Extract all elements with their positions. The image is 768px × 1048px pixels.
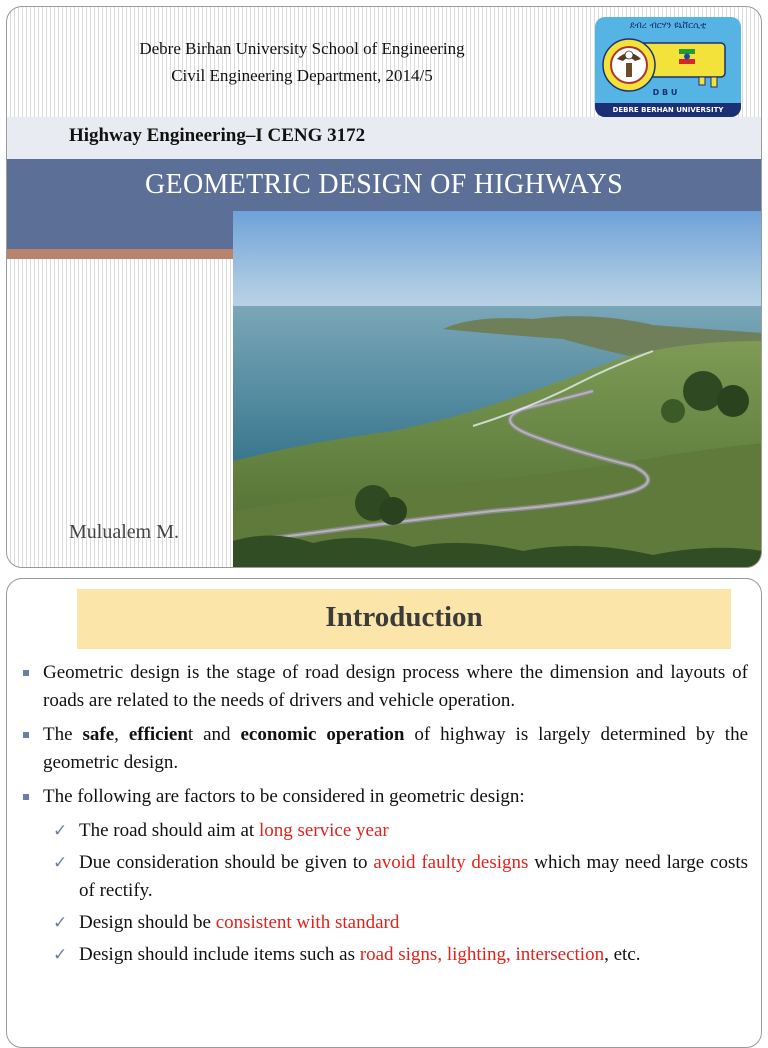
course-title-strip [7,117,761,159]
sub-bullet-item [23,909,748,937]
highlighted-text: long service year [258,820,389,841]
sub-bullet-item [23,941,748,969]
author-name: Mulualem M. [69,521,179,543]
bold-term-safe: safe [82,724,115,745]
introduction-slide [6,578,762,1048]
highlighted-text: consistent with standard [215,912,400,933]
sub-bullet-item [23,817,748,845]
bullet-text: The following are factors to be considered in geometric design: [43,786,525,807]
logo-script-text: ደብረ ብርሃን ዩኒቨርሲቲ [629,21,707,31]
sub-bullet-text: Design should be [79,912,216,933]
bullet-text: The [43,724,83,745]
checkmark-icon: ✓ [53,853,68,873]
course-title: Highway Engineering–I CENG 3172 [69,125,366,146]
checkmark-icon: ✓ [53,913,68,933]
checkmark-icon: ✓ [53,821,68,841]
checkmark-icon: ✓ [53,945,68,965]
bullet-text: of highway is largely determined by the geometric design. [43,724,749,773]
logo-caption: DEBRE BERHAN UNIVERSITY [595,103,741,117]
department-line: Civil Engineering Department, 2014/5 [171,66,433,85]
university-line-1: Debre Birhan University School of Engineering [139,39,465,58]
university-logo [595,17,741,117]
logo-emblem-icon [595,29,741,103]
bullet-text: t and [187,724,241,745]
slide-title-bar [77,589,731,649]
bold-term-economic: economic operation [240,724,405,745]
title-slide [6,6,762,568]
presentation-title: GEOMETRIC DESIGN OF HIGHWAYS [145,169,623,200]
sub-bullet-text: The road should aim at [79,820,259,841]
sub-bullet-text: Design should include items such as [79,944,360,965]
bullet-item [23,659,748,715]
sub-bullet-text: , etc. [604,944,641,965]
highlighted-text: road signs, lighting, intersection [359,944,605,965]
coastal-road-photo [233,211,762,568]
sub-bullet-item [23,849,748,905]
bold-term-efficient: efficien [128,724,188,745]
bullet-list [23,659,748,973]
sub-bullet-text: Due consideration should be given to [79,852,374,873]
bullet-item [23,783,748,811]
bullet-text: , [114,724,129,745]
slide-title: Introduction [325,601,483,633]
highlighted-text: avoid faulty designs [373,852,529,873]
bullet-text: Geometric design is the stage of road design process where the dimension and layouts of roads are related to the needs of drivers and vehicle operation. [43,662,748,711]
bullet-item [23,721,748,777]
logo-letters: D B U [652,88,678,97]
sub-bullet-text: which may need large costs of rectify. [79,852,749,901]
